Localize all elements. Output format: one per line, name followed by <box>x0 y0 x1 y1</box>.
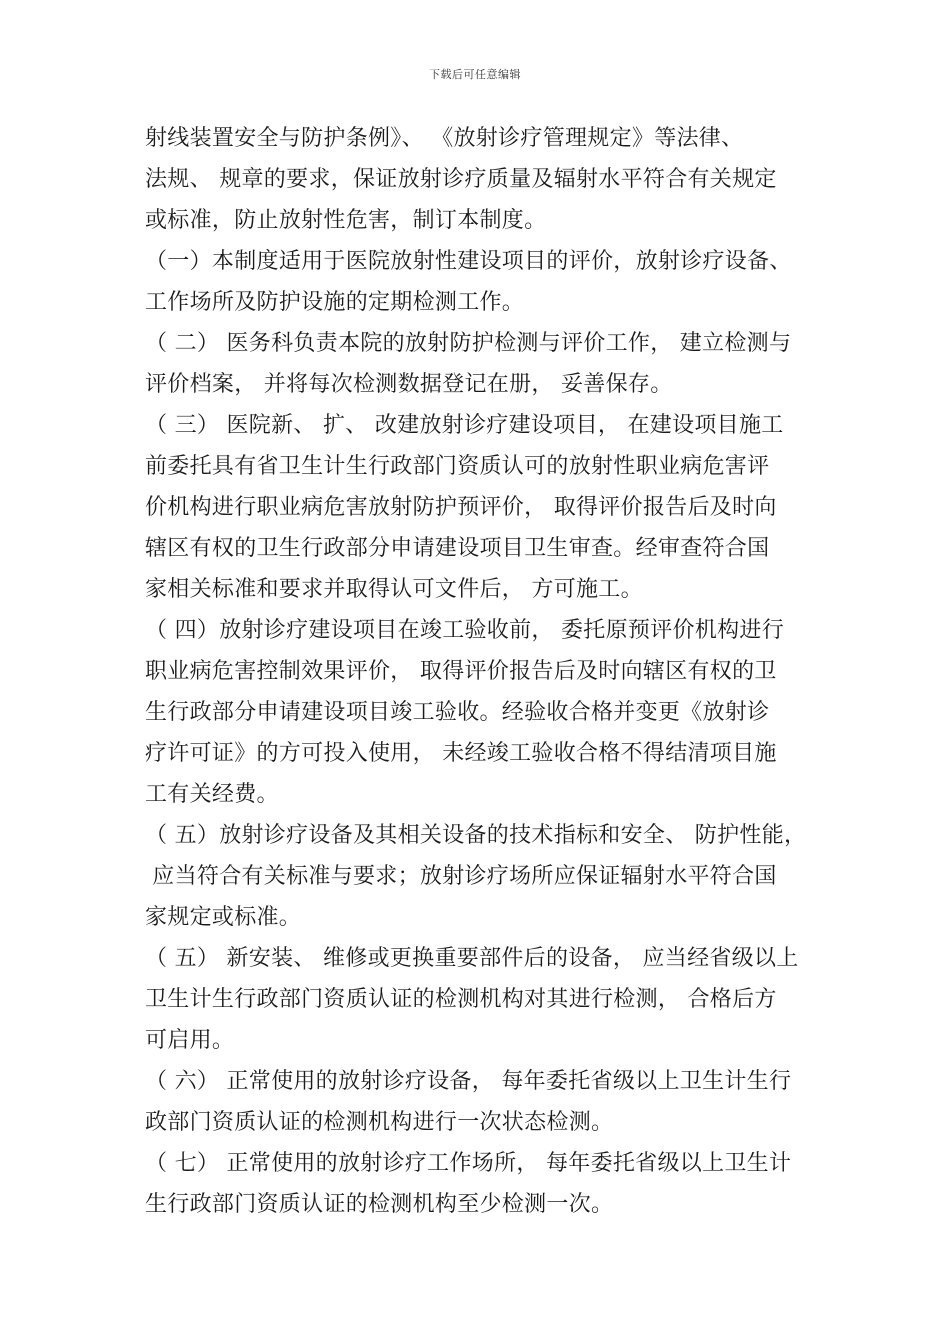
text-line: 生行政部门资质认证的检测机构至少检测一次。 <box>145 1192 614 1217</box>
text-line: 疗许可证》的方可投入使用， 未经竣工验收合格不得结清项目施 <box>145 741 777 766</box>
text-line: 生行政部分申请建设项目竣工验收。经验收合格并变更《放射诊 <box>145 700 770 725</box>
text-line: 卫生计生行政部门资质认证的检测机构对其进行检测， 合格后方 <box>145 987 777 1012</box>
text-line: 可启用。 <box>145 1028 235 1053</box>
text-line: （ 二） 医务科负责本院的放射防护检测与评价工作， 建立检测与 <box>145 331 792 356</box>
page-header: 下载后可任意编辑 <box>429 68 521 81</box>
text-line: （ 三） 医院新、 扩、 改建放射诊疗建设项目， 在建设项目施工 <box>145 413 784 438</box>
text-line: 价机构进行职业病危害放射防护预评价， 取得评价报告后及时向 <box>145 495 777 520</box>
text-line: 辖区有权的卫生行政部分申请建设项目卫生审查。经审查符合国 <box>145 536 770 561</box>
text-line: （一）本制度适用于医院放射性建设项目的评价，放射诊疗设备、 <box>145 249 792 274</box>
text-line: （ 五） 新安装、 维修或更换重要部件后的设备， 应当经省级以上 <box>145 946 799 971</box>
text-line: 应当符合有关标准与要求；放射诊疗场所应保证辐射水平符合国 <box>145 864 777 889</box>
text-line: （ 六） 正常使用的放射诊疗设备， 每年委托省级以上卫生计生行 <box>145 1069 792 1094</box>
text-line: 前委托具有省卫生计生行政部门资质认可的放射性职业病危害评 <box>145 454 770 479</box>
text-line: 家相关标准和要求并取得认可文件后， 方可施工。 <box>145 577 643 602</box>
text-line: （ 五）放射诊疗设备及其相关设备的技术指标和安全、 防护性能， <box>145 823 807 848</box>
text-line: 评价档案， 并将每次检测数据登记在册， 妥善保存。 <box>145 372 673 397</box>
text-line: 射线装置安全与防护条例》、 《放射诊疗管理规定》等法律、 <box>145 126 744 151</box>
text-line: （ 四）放射诊疗建设项目在竣工验收前， 委托原预评价机构进行 <box>145 618 784 643</box>
document-body <box>145 118 825 1225</box>
text-line: 工作场所及防护设施的定期检测工作。 <box>145 290 525 315</box>
text-line: 职业病危害控制效果评价， 取得评价报告后及时向辖区有权的卫 <box>145 659 777 684</box>
text-line: 家规定或标准。 <box>145 905 302 930</box>
text-line: （ 七） 正常使用的放射诊疗工作场所， 每年委托省级以上卫生计 <box>145 1151 792 1176</box>
text-line: 政部门资质认证的检测机构进行一次状态检测。 <box>145 1110 614 1135</box>
text-line: 或标准，防止放射性危害，制订本制度。 <box>145 208 547 233</box>
text-line: 工有关经费。 <box>145 782 279 807</box>
text-line: 法规、 规章的要求，保证放射诊疗质量及辐射水平符合有关规定 <box>145 167 777 192</box>
